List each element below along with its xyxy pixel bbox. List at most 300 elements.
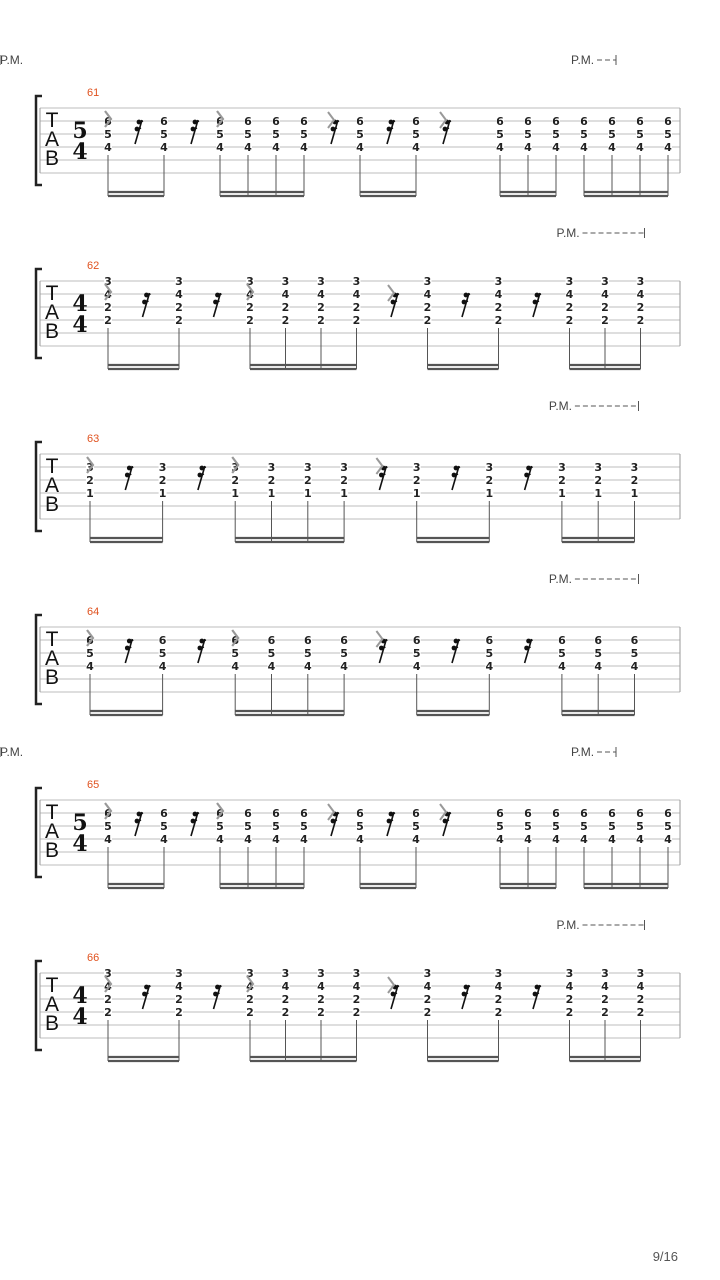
- fret-number: 6: [160, 115, 168, 128]
- fret-number: 4: [175, 288, 183, 301]
- fret-number: 4: [158, 660, 167, 673]
- tab-clef-letter: B: [44, 493, 60, 516]
- tab-clef-letter: A: [44, 820, 60, 843]
- sixteenth-rest: [533, 985, 541, 1009]
- sixteenth-rest: [213, 293, 221, 317]
- fret-number: 4: [216, 141, 224, 154]
- chord: [524, 807, 532, 888]
- fret-number: 4: [244, 141, 252, 154]
- fret-number: 6: [272, 807, 280, 820]
- time-signature-top: 5: [72, 118, 88, 144]
- fret-number: 5: [303, 647, 312, 660]
- fret-number: 2: [175, 301, 183, 314]
- fret-number: 3: [630, 461, 639, 474]
- chord: [317, 967, 325, 1061]
- time-signature-top: 4: [72, 291, 88, 317]
- fret-number: 3: [175, 275, 183, 288]
- fret-number: 2: [558, 474, 566, 487]
- fret-number: 6: [580, 115, 588, 128]
- chord: [244, 115, 252, 196]
- accent-mark: [376, 631, 382, 647]
- fret-number: 6: [340, 634, 348, 647]
- chord: [246, 275, 254, 369]
- fret-number: 4: [352, 288, 361, 301]
- palm-mute-label: P.M.: [556, 918, 580, 932]
- fret-number: 5: [608, 128, 616, 141]
- chord: [524, 115, 532, 196]
- fret-number: 1: [231, 487, 240, 500]
- fret-number: 4: [356, 141, 364, 154]
- chord: [304, 634, 312, 715]
- fret-number: 5: [664, 128, 672, 141]
- fret-number: 6: [104, 807, 112, 820]
- fret-number: 1: [267, 487, 276, 500]
- tab-clef-letter: A: [44, 128, 60, 151]
- chord: [282, 967, 290, 1061]
- chord: [104, 275, 112, 369]
- chord: [495, 275, 503, 369]
- fret-number: 2: [352, 993, 361, 1006]
- chord: [413, 461, 421, 542]
- fret-number: 4: [412, 833, 420, 846]
- fret-number: 3: [317, 275, 325, 288]
- fret-number: 2: [352, 1006, 361, 1019]
- chord: [216, 803, 224, 888]
- fret-number: 4: [175, 980, 183, 993]
- measure-number: 63: [87, 433, 100, 445]
- fret-number: 5: [630, 647, 639, 660]
- fret-number: 4: [160, 833, 168, 846]
- fret-number: 4: [664, 141, 672, 154]
- fret-number: 6: [580, 807, 588, 820]
- fret-number: 3: [175, 967, 183, 980]
- fret-number: 4: [552, 833, 560, 846]
- chord: [86, 630, 94, 715]
- fret-number: 4: [267, 660, 276, 673]
- fret-number: 5: [86, 647, 94, 660]
- chord: [558, 634, 566, 715]
- fret-number: 2: [246, 1006, 254, 1019]
- fret-number: 6: [86, 634, 94, 647]
- chord: [268, 461, 276, 542]
- sixteenth-rest: [524, 639, 532, 663]
- fret-number: 3: [158, 461, 167, 474]
- fret-number: 4: [216, 833, 224, 846]
- chord: [594, 634, 602, 715]
- fret-number: 3: [231, 461, 240, 474]
- fret-number: 6: [356, 807, 364, 820]
- fret-number: 1: [485, 487, 494, 500]
- fret-number: 4: [317, 980, 325, 993]
- fret-number: 2: [317, 301, 325, 314]
- fret-number: 4: [104, 141, 112, 154]
- fret-number: 4: [485, 660, 494, 673]
- fret-number: 5: [267, 647, 276, 660]
- system-bracket: [36, 961, 42, 1050]
- fret-number: 6: [267, 634, 276, 647]
- fret-number: 6: [608, 115, 616, 128]
- fret-number: 2: [281, 993, 290, 1006]
- chord: [566, 967, 574, 1061]
- chord: [272, 807, 280, 888]
- chord: [268, 634, 276, 715]
- fret-number: 6: [300, 115, 308, 128]
- accent-mark: [440, 804, 446, 820]
- fret-number: 5: [524, 128, 532, 141]
- sixteenth-rest: [328, 112, 339, 144]
- fret-number: 4: [496, 833, 504, 846]
- chord: [159, 461, 167, 542]
- chord: [175, 967, 183, 1061]
- fret-number: 5: [216, 128, 224, 141]
- fret-number: 6: [160, 807, 168, 820]
- fret-number: 2: [601, 1006, 609, 1019]
- fret-number: 4: [565, 288, 574, 301]
- tab-clef-letter: A: [44, 474, 60, 497]
- time-signature-bottom: 4: [72, 139, 88, 165]
- fret-number: 4: [412, 660, 421, 673]
- fret-number: 5: [496, 128, 504, 141]
- chord: [601, 967, 609, 1061]
- fret-number: 5: [412, 820, 420, 833]
- chord: [580, 807, 588, 888]
- fret-number: 4: [231, 660, 240, 673]
- fret-number: 5: [104, 128, 112, 141]
- fret-number: 5: [272, 820, 280, 833]
- fret-number: 4: [423, 288, 432, 301]
- tab-clef-letter: A: [44, 301, 60, 324]
- tab-clef-letter: T: [45, 974, 59, 997]
- fret-number: 2: [485, 474, 494, 487]
- fret-number: 2: [565, 314, 574, 327]
- sixteenth-rest: [440, 804, 451, 836]
- page-number: 9/16: [652, 1249, 678, 1264]
- chord: [340, 634, 348, 715]
- tab-clef-letter: B: [44, 839, 60, 862]
- fret-number: 5: [356, 128, 364, 141]
- sixteenth-rest: [388, 977, 399, 1009]
- palm-mute-label: P.M.: [571, 53, 595, 67]
- chord: [160, 115, 168, 196]
- chord: [412, 115, 420, 196]
- fret-number: 4: [356, 833, 364, 846]
- fret-number: 3: [565, 275, 574, 288]
- fret-number: 2: [601, 301, 609, 314]
- fret-number: 6: [231, 634, 240, 647]
- fret-number: 4: [494, 980, 503, 993]
- fret-number: 4: [317, 288, 325, 301]
- fret-number: 4: [524, 141, 532, 154]
- system-bracket: [36, 442, 42, 531]
- palm-mute-label: P.M.: [548, 399, 573, 413]
- tab-clef-letter: A: [44, 647, 60, 670]
- chord: [552, 115, 560, 196]
- fret-number: 3: [494, 275, 503, 288]
- tab-clef-letter: T: [45, 628, 59, 651]
- fret-number: 4: [340, 660, 348, 673]
- fret-number: 1: [86, 487, 94, 500]
- sixteenth-rest: [440, 112, 451, 144]
- fret-number: 6: [412, 807, 420, 820]
- fret-number: 6: [244, 115, 252, 128]
- chord: [231, 457, 239, 542]
- fret-number: 6: [636, 115, 644, 128]
- fret-number: 3: [601, 967, 609, 980]
- fret-number: 2: [565, 301, 574, 314]
- accent-mark: [328, 804, 334, 820]
- chord: [424, 275, 432, 369]
- tab-clef-letter: A: [44, 993, 60, 1016]
- accent-mark: [328, 112, 334, 128]
- sixteenth-rest: [125, 639, 133, 663]
- fret-number: 5: [552, 128, 560, 141]
- palm-mute-label: P.M.: [548, 572, 573, 586]
- chord: [496, 807, 504, 888]
- fret-number: 6: [104, 115, 112, 128]
- chord: [244, 807, 252, 888]
- fret-number: 3: [352, 967, 361, 980]
- chord: [636, 807, 644, 888]
- sixteenth-rest: [452, 466, 460, 490]
- accent-mark: [376, 458, 382, 474]
- fret-number: 2: [601, 993, 609, 1006]
- fret-number: 3: [636, 275, 645, 288]
- fret-number: 5: [636, 128, 644, 141]
- tab-clef-letter: T: [45, 109, 59, 132]
- fret-number: 4: [104, 288, 112, 301]
- fret-number: 5: [636, 820, 644, 833]
- fret-number: 4: [636, 141, 644, 154]
- fret-number: 3: [246, 967, 254, 980]
- fret-number: 5: [552, 820, 560, 833]
- chord: [104, 803, 112, 888]
- sixteenth-rest: [135, 120, 143, 144]
- fret-number: 2: [565, 993, 574, 1006]
- fret-number: 2: [630, 474, 639, 487]
- fret-number: 2: [175, 1006, 183, 1019]
- chord: [413, 634, 421, 715]
- chord: [495, 967, 503, 1061]
- measure-number: 65: [87, 779, 100, 791]
- fret-number: 3: [601, 275, 609, 288]
- staff-system: [0, 53, 680, 196]
- fret-number: 2: [175, 993, 183, 1006]
- system-bracket: [36, 96, 42, 185]
- fret-number: 5: [300, 820, 308, 833]
- tab-clef-letter: B: [44, 1012, 60, 1035]
- chord: [356, 115, 364, 196]
- fret-number: 5: [356, 820, 364, 833]
- fret-number: 2: [281, 314, 290, 327]
- fret-number: 4: [300, 833, 308, 846]
- fret-number: 5: [524, 820, 532, 833]
- accent-mark: [388, 977, 394, 993]
- fret-number: 2: [636, 993, 645, 1006]
- chord: [664, 115, 672, 196]
- fret-number: 2: [246, 301, 254, 314]
- fret-number: 4: [412, 141, 420, 154]
- fret-number: 6: [524, 115, 532, 128]
- fret-number: 3: [636, 967, 645, 980]
- fret-number: 2: [246, 993, 254, 1006]
- fret-number: 3: [485, 461, 494, 474]
- fret-number: 2: [494, 301, 503, 314]
- fret-number: 6: [552, 807, 560, 820]
- chord: [664, 807, 672, 888]
- fret-number: 3: [317, 967, 325, 980]
- fret-number: 2: [494, 993, 503, 1006]
- measure-number: 61: [87, 87, 100, 99]
- chord: [231, 630, 239, 715]
- fret-number: 3: [267, 461, 276, 474]
- fret-number: 3: [104, 275, 112, 288]
- chord: [272, 115, 280, 196]
- fret-number: 2: [412, 474, 421, 487]
- fret-number: 6: [496, 115, 504, 128]
- fret-number: 2: [601, 314, 609, 327]
- fret-number: 3: [281, 275, 290, 288]
- fret-number: 3: [281, 967, 290, 980]
- chord: [566, 275, 574, 369]
- fret-number: 2: [423, 301, 432, 314]
- tab-clef-letter: B: [44, 666, 60, 689]
- chord: [552, 807, 560, 888]
- chord: [353, 967, 361, 1061]
- palm-mute-label: P.M.: [0, 53, 24, 67]
- fret-number: 6: [356, 115, 364, 128]
- fret-number: 5: [244, 820, 252, 833]
- fret-number: 6: [412, 115, 420, 128]
- chord: [340, 461, 348, 542]
- sixteenth-rest: [135, 812, 143, 836]
- fret-number: 4: [246, 980, 254, 993]
- chord: [304, 461, 312, 542]
- fret-number: 2: [104, 993, 112, 1006]
- chord: [485, 634, 493, 715]
- fret-number: 2: [423, 993, 432, 1006]
- fret-number: 4: [281, 288, 290, 301]
- fret-number: 4: [352, 980, 361, 993]
- fret-number: 4: [494, 288, 503, 301]
- fret-number: 4: [565, 980, 574, 993]
- fret-number: 2: [175, 314, 183, 327]
- chord: [558, 461, 566, 542]
- fret-number: 6: [272, 115, 280, 128]
- fret-number: 2: [246, 314, 254, 327]
- fret-number: 5: [104, 820, 112, 833]
- fret-number: 2: [104, 314, 112, 327]
- fret-number: 5: [558, 647, 566, 660]
- fret-number: 2: [636, 1006, 645, 1019]
- fret-number: 5: [244, 128, 252, 141]
- measure-number: 64: [87, 606, 100, 618]
- fret-number: 4: [246, 288, 254, 301]
- chord: [246, 967, 254, 1061]
- fret-number: 6: [524, 807, 532, 820]
- fret-number: 3: [594, 461, 603, 474]
- fret-number: 4: [636, 833, 644, 846]
- chord: [159, 634, 167, 715]
- fret-number: 4: [558, 660, 566, 673]
- fret-number: 4: [86, 660, 94, 673]
- fret-number: 6: [552, 115, 560, 128]
- fret-number: 2: [636, 314, 645, 327]
- fret-number: 1: [340, 487, 348, 500]
- staff-system: [0, 745, 680, 888]
- fret-number: 4: [608, 833, 616, 846]
- fret-number: 2: [281, 301, 290, 314]
- fret-number: 4: [524, 833, 532, 846]
- palm-mute-label: P.M.: [571, 745, 595, 759]
- fret-number: 6: [664, 115, 672, 128]
- sixteenth-rest: [198, 466, 206, 490]
- sixteenth-rest: [524, 466, 532, 490]
- fret-number: 6: [485, 634, 494, 647]
- fret-number: 2: [340, 474, 348, 487]
- chord: [104, 967, 112, 1061]
- fret-number: 2: [86, 474, 94, 487]
- chord: [594, 461, 602, 542]
- fret-number: 2: [494, 1006, 503, 1019]
- sixteenth-rest: [452, 639, 460, 663]
- fret-number: 4: [664, 833, 672, 846]
- fret-number: 6: [216, 115, 224, 128]
- fret-number: 5: [340, 647, 348, 660]
- fret-number: 2: [303, 474, 312, 487]
- fret-number: 4: [281, 980, 290, 993]
- fret-number: 5: [594, 647, 603, 660]
- fret-number: 4: [601, 980, 609, 993]
- fret-number: 4: [552, 141, 560, 154]
- fret-number: 3: [303, 461, 312, 474]
- fret-number: 1: [412, 487, 421, 500]
- staff-system: [36, 226, 680, 369]
- sixteenth-rest: [387, 812, 395, 836]
- fret-number: 3: [104, 967, 112, 980]
- time-signature-top: 4: [72, 983, 88, 1009]
- sixteenth-rest: [125, 466, 133, 490]
- measure-number: 62: [87, 260, 100, 272]
- fret-number: 5: [216, 820, 224, 833]
- sixteenth-rest: [198, 639, 206, 663]
- sixteenth-rest: [191, 120, 199, 144]
- chord: [282, 275, 290, 369]
- fret-number: 5: [580, 128, 588, 141]
- time-signature-bottom: 4: [72, 1004, 88, 1030]
- tab-clef-letter: T: [45, 282, 59, 305]
- fret-number: 4: [244, 833, 252, 846]
- fret-number: 3: [340, 461, 348, 474]
- system-bracket: [36, 269, 42, 358]
- time-signature-bottom: 4: [72, 831, 88, 857]
- fret-number: 2: [423, 314, 432, 327]
- fret-number: 4: [160, 141, 168, 154]
- chord: [353, 275, 361, 369]
- fret-number: 3: [246, 275, 254, 288]
- sixteenth-rest: [462, 985, 470, 1009]
- fret-number: 2: [594, 474, 603, 487]
- fret-number: 2: [423, 1006, 432, 1019]
- sixteenth-rest: [376, 458, 387, 490]
- chord: [300, 807, 308, 888]
- fret-number: 2: [352, 314, 361, 327]
- fret-number: 2: [104, 1006, 112, 1019]
- chord: [175, 275, 183, 369]
- chord: [496, 115, 504, 196]
- sixteenth-rest: [328, 804, 339, 836]
- fret-number: 4: [636, 980, 645, 993]
- chord: [317, 275, 325, 369]
